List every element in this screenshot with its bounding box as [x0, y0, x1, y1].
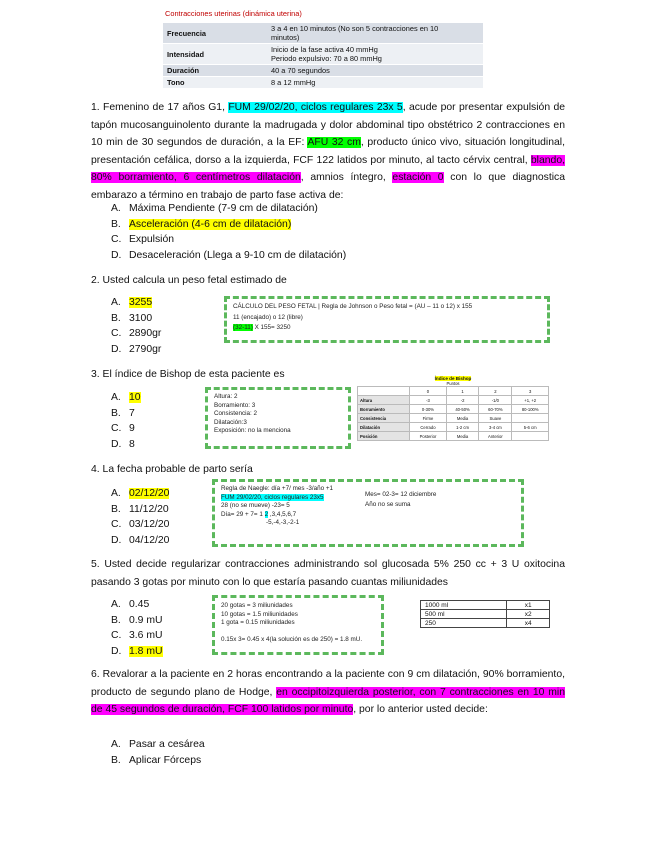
- table-row: [163, 65, 483, 77]
- question-3: 3. El índice de Bishop de esta paciente es: [91, 369, 285, 380]
- question-5: 5. Usted decide regularizar contracciones administrando sol glucosada 5% 250 cc + 3 U oxitocina pasando 3 gotas por minuto con lo que estaría pasando cuantas miliunidades: [91, 559, 565, 588]
- option-d[interactable]: D. 1.8 mU: [111, 645, 163, 657]
- row-label: Tono: [163, 77, 267, 89]
- row-label: Frecuencia: [163, 23, 267, 44]
- table-row: [163, 23, 483, 44]
- bishop-note: Altura: 2 Borramiento: 3 Consistencia: 2 Dilatación:3 Exposición: no la menciona: [205, 387, 351, 449]
- due-date-note: Regla de Naegle: día +7/ mes -3/año +1 FUM 29/02/20, ciclos regulares 23x5 28 (no se mueve) -23= 5 Día= 29 + 7= 1 2 ,3,4,5,6,7 -5,-4,-3,-2-1 Mes= 02-3= 12 diciembre Año no se suma: [212, 479, 524, 547]
- table-row: 0 1 2 3: [358, 387, 549, 396]
- option-b[interactable]: B. 0.9 mU: [111, 614, 163, 626]
- table-row: Borramiento 0-30% 40-50% 60-70% 80-100%: [358, 405, 549, 414]
- volume-conversion-table: [420, 600, 550, 628]
- option-b[interactable]: B. 3100: [111, 312, 153, 324]
- row-value: 8 a 12 mmHg: [267, 77, 483, 89]
- option-c[interactable]: C. Expulsión: [111, 234, 175, 246]
- row-value: Inicio de la fase activa 40 mmHg Periodo expulsivo: 70 a 80 mmHg: [267, 44, 483, 65]
- question-6: 6. Revalorar a la paciente en 2 horas encontrando a la paciente con 9 cm dilatación, 90% borramiento, producto de segundo plano de Hodge, en occipitoizquierda posterior, con 7 contracciones en 10 min de 45 segundos de duración, FCF 100 latidos por minuto, por lo anterior usted decide:: [91, 669, 565, 716]
- row-label: Intensidad: [163, 44, 267, 65]
- bishop-table: Índice de Bishop Puntos 0 1 2 3 Altura -3 -2 -1/0 +1, +2 Borramiento 0-30% 40-50% 60-70% 80-100% Consistencia Firme Media Suave Dilatación Cerrado 1-2 cm 3-4 cm 5-6 cm Posición Posterior Media Anterior: [357, 376, 549, 441]
- option-c[interactable]: C. 3.6 mU: [111, 630, 163, 642]
- table-row: 500 ml x2: [421, 610, 550, 619]
- option-a[interactable]: A. Máxima Pendiente (7-9 cm de dilatación): [111, 203, 318, 214]
- option-b[interactable]: B. Asceleración (4-6 cm de dilatación): [111, 218, 292, 230]
- option-b[interactable]: B. 7: [111, 407, 135, 419]
- row-value: 3 a 4 en 10 minutos (No son 5 contracciones en 10 minutos): [267, 23, 483, 44]
- option-d[interactable]: D. 8: [111, 438, 135, 450]
- option-a[interactable]: A. 02/12/20: [111, 488, 170, 499]
- q1-options: [111, 201, 346, 263]
- q6-options: [111, 737, 205, 768]
- q2-options: [111, 295, 161, 357]
- table-row: [163, 44, 483, 65]
- option-c[interactable]: C. 9: [111, 423, 135, 435]
- table-row: 1000 ml x1: [421, 601, 550, 610]
- fetal-weight-note: CÁLCULO DEL PESO FETAL | Regla de Johnson o Peso fetal = (AU – 11 o 12) x 155 11 (encajado) o 12 (libre) (32-11) X 155= 3250: [224, 296, 550, 343]
- row-label: Duración: [163, 65, 267, 77]
- header-title: Contracciones uterinas (dinámica uterina): [165, 9, 302, 18]
- question-4: 4. La fecha probable de parto sería: [91, 464, 253, 475]
- question-1: 1. Femenino de 17 años G1, FUM 29/02/20, ciclos regulares 23x 5, acude por presentar expulsión de tapón mucosanguinolento durante la madrugada y dolor abdominal tipo obstétrico 2 contracciones en 10 min de 30 segundos de duración, a la EF: AFU 32 cm, producto único vivo, situación longitudinal, presentación cefálica, dorso a la izquierda, FCF 122 latidos por minuto, al tacto cérvix central, blando, 80% borramiento, 6 centímetros dilatación, amnios íntegro, estación 0 con lo que diagnostica embarazo a término en trabajo de parto fase activa de:: [91, 102, 566, 201]
- row-value: 40 a 70 segundos: [267, 65, 483, 77]
- table-row: 250 x4: [421, 619, 550, 628]
- option-c[interactable]: C. 2890gr: [111, 328, 162, 340]
- option-c[interactable]: C. 03/12/20: [111, 519, 170, 531]
- contractions-table: [163, 23, 483, 89]
- option-a[interactable]: A. 0.45: [111, 599, 150, 610]
- table-row: Consistencia Firme Media Suave: [358, 414, 549, 423]
- option-b[interactable]: B. 11/12/20: [111, 503, 169, 515]
- q4-options: [111, 486, 169, 548]
- table-row: Dilatación Cerrado 1-2 cm 3-4 cm 5-6 cm: [358, 423, 549, 432]
- table-row: [163, 77, 483, 89]
- option-d[interactable]: D. 04/12/20: [111, 534, 170, 546]
- option-a[interactable]: A. Pasar a cesárea: [111, 739, 205, 750]
- option-a[interactable]: A. 3255: [111, 297, 153, 308]
- option-d[interactable]: D. 2790gr: [111, 343, 162, 355]
- q5-options: [111, 597, 163, 659]
- option-b[interactable]: B. Aplicar Fórceps: [111, 754, 202, 766]
- table-row: Posición Posterior Media Anterior: [358, 432, 549, 441]
- option-d[interactable]: D. Desaceleración (Llega a 9-10 cm de dilatación): [111, 249, 347, 261]
- question-2: 2. Usted calcula un peso fetal estimado de: [91, 275, 287, 286]
- table-row: Altura -3 -2 -1/0 +1, +2: [358, 396, 549, 405]
- option-a[interactable]: A. 10: [111, 392, 141, 403]
- q3-options: [111, 390, 141, 452]
- oxytocin-note: 20 gotas = 3 miliunidades 10 gotas = 1.5 miliunidades 1 gota = 0.15 miliunidades 0.15x 3= 0.45 x 4(la solución es de 250) = 1.8 mU.: [212, 595, 384, 655]
